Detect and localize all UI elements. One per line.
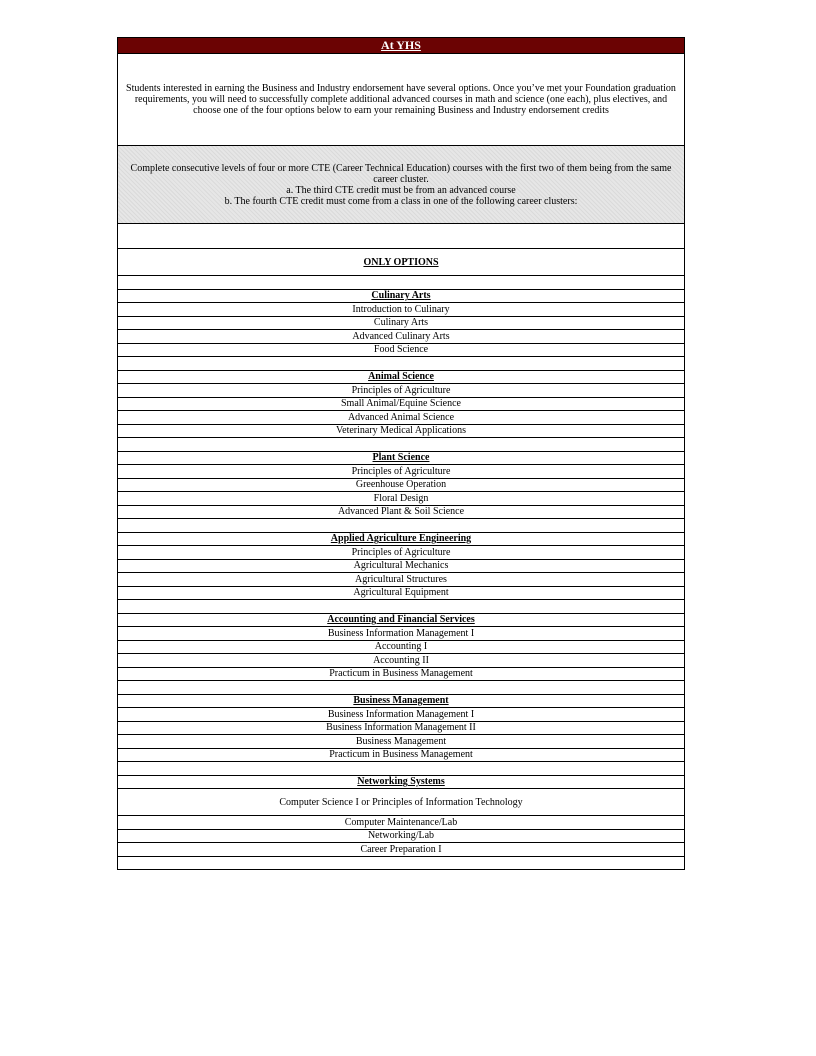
cluster-list — [117, 276, 685, 857]
cluster-heading: Applied Agriculture Engineering — [117, 533, 685, 547]
blank-row — [117, 600, 685, 614]
course-row: Business Information Management II — [117, 722, 685, 736]
blank-row — [117, 224, 685, 249]
course-row: Career Preparation I — [117, 843, 685, 857]
cluster-heading: Networking Systems — [117, 776, 685, 790]
course-row: Accounting I — [117, 641, 685, 655]
course-row: Agricultural Equipment — [117, 587, 685, 601]
only-options-label: ONLY OPTIONS — [363, 256, 439, 268]
course-row: Practicum in Business Management — [117, 668, 685, 682]
course-row: Advanced Plant & Soil Science — [117, 506, 685, 520]
course-row: Greenhouse Operation — [117, 479, 685, 493]
cluster-heading: Plant Science — [117, 452, 685, 466]
option-line-3: b. The fourth CTE credit must come from a class in one of the following career clusters: — [224, 195, 578, 207]
cluster-heading: Culinary Arts — [117, 290, 685, 304]
course-row: Practicum in Business Management — [117, 749, 685, 763]
course-row: Principles of Agriculture — [117, 465, 685, 479]
blank-row — [117, 762, 685, 776]
blank-row — [117, 357, 685, 371]
blank-row — [117, 857, 685, 871]
course-row: Accounting II — [117, 654, 685, 668]
course-row: Agricultural Structures — [117, 573, 685, 587]
course-row: Business Management — [117, 735, 685, 749]
endorsement-sheet — [117, 37, 685, 870]
course-row: Agricultural Mechanics — [117, 560, 685, 574]
cluster-heading: Business Management — [117, 695, 685, 709]
cluster-heading: Accounting and Financial Services — [117, 614, 685, 628]
cluster-heading: Animal Science — [117, 371, 685, 385]
course-row: Small Animal/Equine Science — [117, 398, 685, 412]
blank-row — [117, 519, 685, 533]
option-line-1: Complete consecutive levels of four or more CTE (Career Technical Education) courses with the first two of them being from the same career cluster. — [130, 162, 672, 185]
course-row: Advanced Culinary Arts — [117, 330, 685, 344]
course-row: Computer Science I or Principles of Information Technology — [117, 789, 685, 816]
course-row: Floral Design — [117, 492, 685, 506]
course-row: Business Information Management I — [117, 627, 685, 641]
blank-row — [117, 276, 685, 290]
course-row: Food Science — [117, 344, 685, 358]
blank-row — [117, 681, 685, 695]
intro-text: Students interested in earning the Business and Industry endorsement have several options. Once you’ve met your Foundation graduation requirements, you will need to successfully complete additional advanced courses in math and science (one each), plus electives, and choose one of the four options below to earn your remaining Business and Industry endorsement credits — [117, 54, 685, 146]
course-row: Veterinary Medical Applications — [117, 425, 685, 439]
blank-row — [117, 438, 685, 452]
course-row: Business Information Management I — [117, 708, 685, 722]
course-row: Computer Maintenance/Lab — [117, 816, 685, 830]
course-row: Introduction to Culinary — [117, 303, 685, 317]
course-row: Advanced Animal Science — [117, 411, 685, 425]
option-line-2: a. The third CTE credit must be from an advanced course — [286, 184, 516, 196]
course-row: Principles of Agriculture — [117, 384, 685, 398]
sheet-title: At YHS — [117, 37, 685, 54]
course-row: Culinary Arts — [117, 317, 685, 331]
course-row: Principles of Agriculture — [117, 546, 685, 560]
option-box — [117, 146, 685, 224]
course-row: Networking/Lab — [117, 830, 685, 844]
only-options-row — [117, 249, 685, 276]
